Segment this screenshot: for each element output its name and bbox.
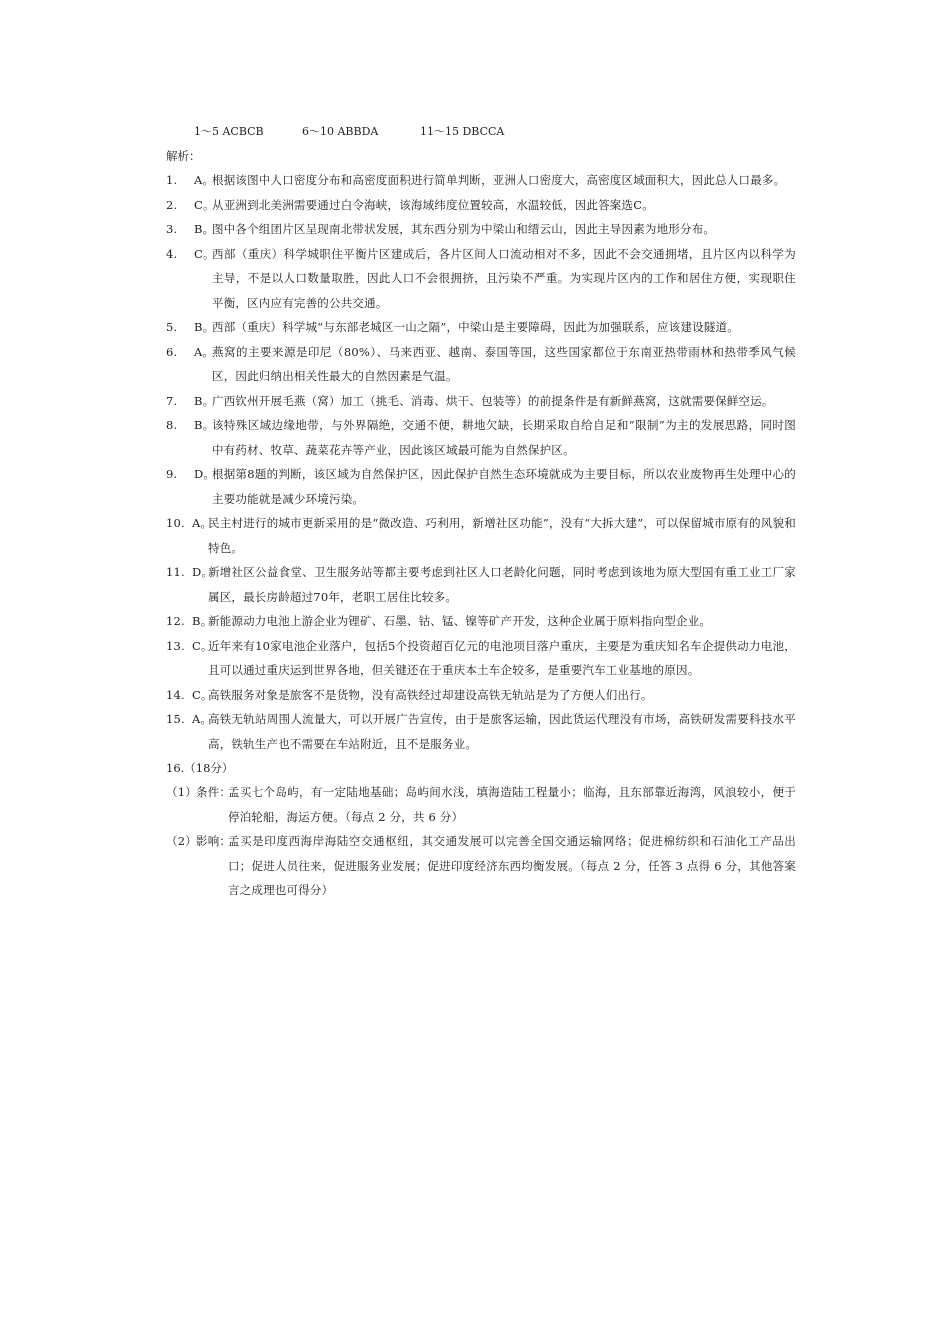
analysis-item [166, 193, 796, 218]
item-number: 9. [166, 467, 178, 481]
part-number: （1） [166, 785, 197, 799]
item-number: 8. [166, 418, 178, 432]
analysis-item [166, 511, 796, 560]
answer-group-2: 6～10 ABBDA [302, 125, 379, 138]
analysis-list [166, 168, 796, 756]
analysis-item [166, 340, 796, 389]
question-16-part [166, 829, 796, 903]
item-answer: C。 [192, 687, 213, 702]
analysis-item [166, 389, 796, 414]
item-text: 高铁服务对象是旅客不是货物，没有高铁经过却建设高铁无轨站是为了方便人们出行。 [208, 687, 653, 702]
item-number: 11. [166, 565, 185, 579]
item-number: 5. [166, 320, 178, 334]
item-number: 12. [166, 614, 185, 628]
item-answer: C。 [194, 246, 215, 261]
item-answer: C。 [194, 197, 215, 212]
item-number: 10. [166, 516, 185, 530]
item-answer: B。 [194, 393, 215, 408]
analysis-item [166, 217, 796, 242]
analysis-item [166, 683, 796, 708]
item-text: 广西钦州开展毛燕（窝）加工（挑毛、消毒、烘干、包装等）的前提条件是有新鲜燕窝，这就需要保鲜空运。 [212, 393, 774, 408]
item-text: 图中各个组团片区呈现南北带状发展，其东西分别为中梁山和缙云山，因此主导因素为地形分布。 [212, 222, 716, 236]
item-answer: B。 [194, 320, 215, 334]
item-answer: B。 [192, 614, 213, 628]
part-number: （2） [166, 834, 197, 848]
item-text: 西部（重庆）科学城“与东部老城区一山之隔”，中梁山是主要障碍，因此为加强联系，应该建设隧道。 [212, 320, 739, 334]
item-text: 根据第8题的判断，该区域为自然保护区，因此保护自然生态环境就成为主要目标，所以农业废物再生处理中心的主要功能就是减少环境污染。 [212, 467, 796, 506]
answer-group-3: 11～15 DBCCA [420, 125, 505, 138]
item-number: 1. [166, 173, 178, 187]
analysis-item [166, 242, 796, 316]
item-answer: A。 [194, 344, 215, 359]
item-text: 根据该图中人口密度分布和高密度面积进行简单判断，亚洲人口密度大，高密度区域面积大，因此总人口最多。 [212, 173, 786, 187]
item-text: 新能源动力电池上游企业为锂矿、石墨、钴、锰、镍等矿产开发，这种企业属于原料指向型企业。 [208, 614, 712, 628]
item-number: 4. [166, 246, 178, 261]
analysis-item [166, 462, 796, 511]
item-text: 该特殊区域边缘地带，与外界隔绝，交通不便，耕地欠缺，长期采取自给自足和“限制”为主的发展思路，同时图中有药材、牧草、蔬菜花卉等产业，因此该区域最可能为自然保护区。 [212, 418, 796, 457]
item-answer: B。 [194, 418, 215, 432]
item-answer: A。 [194, 173, 215, 187]
answer-sheet [166, 120, 796, 903]
answer-group-1: 1～5 ACBCB [194, 125, 264, 138]
question-16-heading: 16.（18分） [166, 761, 234, 775]
analysis-item [166, 609, 796, 634]
answer-key [166, 120, 796, 144]
item-number: 15. [166, 712, 185, 726]
question-16-part [166, 780, 796, 829]
item-number: 7. [166, 393, 178, 408]
analysis-item [166, 634, 796, 683]
item-text: 从亚洲到北美洲需要通过白令海峡，该海域纬度位置较高，水温较低，因此答案选C。 [212, 197, 654, 212]
item-text: 高铁无轨站周围人流量大，可以开展广告宣传，由于是旅客运输，因此货运代理没有市场，高铁研发需要科技水平高，铁轨生产也不需要在车站附近，且不是服务业。 [208, 712, 796, 751]
item-text: 民主村进行的城市更新采用的是“微改造、巧利用，新增社区功能”，没有“大拆大建”，可以保留城市原有的风貌和特色。 [208, 516, 796, 555]
question-16-parts [166, 780, 796, 903]
item-number: 14. [166, 687, 185, 702]
analysis-item [166, 707, 796, 756]
item-answer: B。 [194, 222, 215, 236]
item-text: 西部（重庆）科学城职住平衡片区建成后，各片区间人口流动相对不多，因此不会交通拥堵，且片区内以科学为主导，不是以人口数量取胜，因此人口不会很拥挤，且污染不严重。为实现片区内的工作和居住方便，实现职住平衡，区内应有完善的公共交通。 [212, 246, 796, 310]
part-label: 影响： [196, 834, 232, 848]
item-answer: A。 [192, 712, 213, 726]
part-text: 孟买七个岛屿，有一定陆地基础；岛屿间水浅，填海造陆工程量小；临海，且东部靠近海湾，风浪较小，便于停泊轮船，海运方便。（每点 2 分，共 6 分） [228, 785, 796, 824]
item-answer: C。 [192, 638, 213, 653]
item-answer: D。 [194, 467, 216, 481]
part-text: 孟买是印度西海岸海陆空交通枢纽，其交通发展可以完善全国交通运输网络；促进棉纺织和石油化工产品出口；促进人员往来，促进服务业发展；促进印度经济东西均衡发展。（每点 2 分，任答 3 点得 6 分，其他答案言之成理也可得分） [228, 834, 796, 897]
item-number: 3. [166, 222, 178, 236]
item-answer: A。 [192, 516, 213, 530]
item-text: 新增社区公益食堂、卫生服务站等都主要考虑到社区人口老龄化问题，同时考虑到该地为原大型国有重工业工厂家属区，最长房龄超过70年，老职工居住比较多。 [208, 565, 796, 604]
analysis-item [166, 560, 796, 609]
analysis-item [166, 315, 796, 340]
item-answer: D。 [192, 565, 214, 579]
part-label: 条件： [196, 785, 232, 799]
item-text: 近年来有10家电池企业落户，包括5个投资超百亿元的电池项目落户重庆，主要是为重庆知名车企提供动力电池，且可以通过重庆运到世界各地，但关键还在于重庆本土车企较多，是重要汽车工业基地的原因。 [208, 638, 796, 677]
item-number: 2. [166, 197, 178, 212]
analysis-item [166, 413, 796, 462]
analysis-item [166, 168, 796, 193]
item-number: 6. [166, 344, 178, 359]
item-number: 13. [166, 638, 185, 653]
item-text: 燕窝的主要来源是印尼（80%）、马来西亚、越南、泰国等国，这些国家都位于东南亚热带雨林和热带季风气候区，因此归纳出相关性最大的自然因素是气温。 [212, 344, 796, 383]
analysis-heading: 解析： [166, 149, 201, 163]
